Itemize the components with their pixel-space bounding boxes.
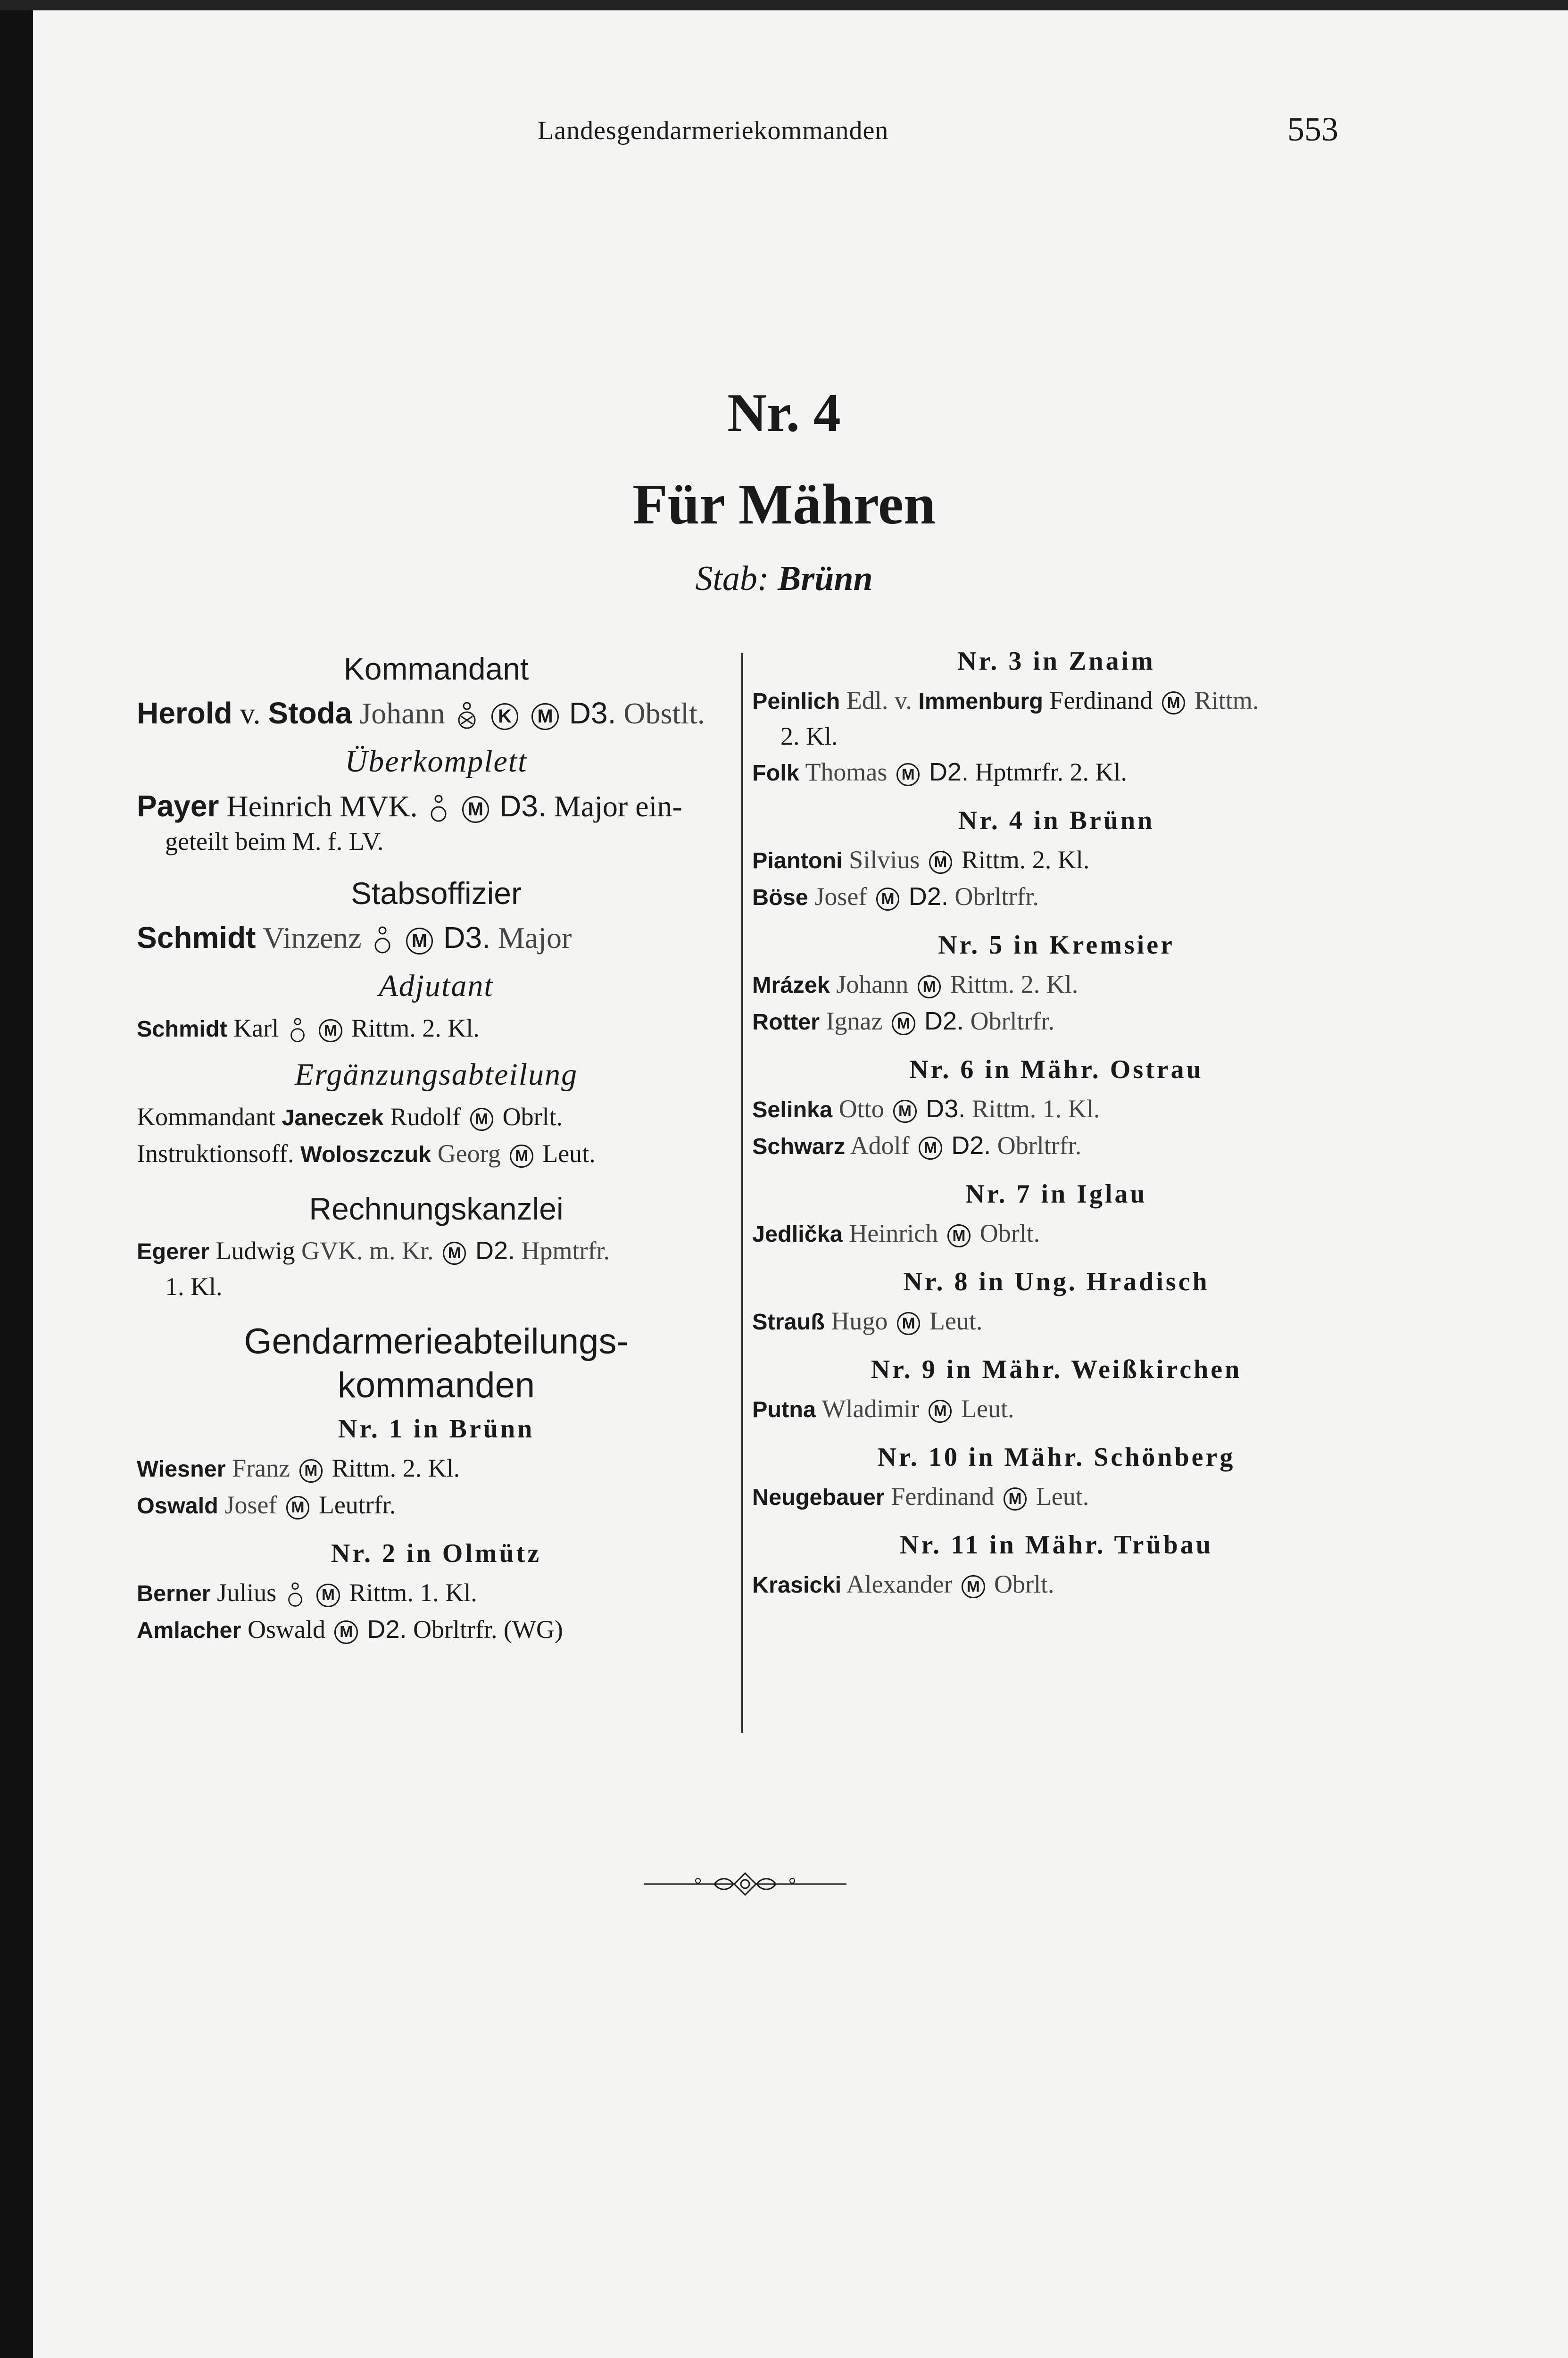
section-heading-rechnung: Rechnungskanzlei <box>309 1191 564 1226</box>
m-medal-icon: M <box>334 1620 358 1644</box>
district-heading-nr9: Nr. 9 in Mähr. Weißkirchen <box>871 1355 1242 1384</box>
m-medal-icon: M <box>319 1019 342 1043</box>
district-heading-nr5: Nr. 5 in Kremsier <box>938 930 1175 960</box>
entry-nr3-1: Peinlich Edl. v. Immenburg Ferdinand M Rittm. 2. Kl. <box>752 686 1259 750</box>
entry-ueberkomplett: Payer Heinrich MVK. M D3. Major ein- geteilt beim M. f. LV. <box>137 789 682 855</box>
entry-nr2-2: Amlacher Oswald M D2. Obrltrfr. (WG) <box>137 1615 563 1644</box>
m-medal-icon: M <box>918 975 941 999</box>
m-medal-icon: M <box>316 1584 340 1607</box>
entry-nr9: Putna Wladimir M Leut. <box>752 1395 1014 1423</box>
k-medal-icon: K <box>491 703 519 731</box>
section-heading-ueberkomplett: Überkomplett <box>345 744 528 779</box>
section-heading-ergaenzung: Ergänzungsabteilung <box>294 1057 578 1092</box>
m-medal-icon: M <box>443 1242 466 1265</box>
district-heading-nr2: Nr. 2 in Olmütz <box>331 1539 542 1569</box>
left-column <box>137 646 736 1649</box>
entry-nr8: Strauß Hugo M Leut. <box>752 1307 983 1335</box>
m-medal-icon: M <box>892 1012 915 1036</box>
entry-nr1-2: Oswald Josef M Leutrfr. <box>137 1491 396 1519</box>
m-medal-icon: M <box>947 1224 971 1248</box>
section-heading-kommandant: Kommandant <box>343 651 529 686</box>
stab-city: Brünn <box>778 559 873 598</box>
entry-nr5-1: Mrázek Johann M Rittm. 2. Kl. <box>752 970 1079 998</box>
cross-medal-icon <box>287 1582 304 1609</box>
entry-kommandant: Herold v. Stoda Johann K M D3. Obstlt. <box>137 693 736 733</box>
m-medal-icon: M <box>531 703 559 731</box>
district-heading-nr10: Nr. 10 in Mähr. Schönberg <box>877 1443 1236 1472</box>
section-heading-adjutant: Adjutant <box>379 969 494 1003</box>
page-number: 553 <box>1287 110 1338 148</box>
right-column <box>752 646 1361 1603</box>
district-heading-nr6: Nr. 6 in Mähr. Ostrau <box>909 1055 1203 1084</box>
entry-nr10: Neugebauer Ferdinand M Leut. <box>752 1482 1089 1511</box>
ornament-divider-icon <box>644 1868 846 1901</box>
m-medal-icon: M <box>470 1108 494 1131</box>
entry-ergaenzung-2: Instruktionsoff. Woloszczuk Georg M Leut. <box>137 1139 596 1168</box>
district-heading-nr1: Nr. 1 in Brünn <box>338 1414 535 1444</box>
m-medal-icon: M <box>286 1496 310 1519</box>
cross-medal-icon <box>373 926 392 956</box>
cross-medal-icon <box>289 1017 306 1045</box>
m-medal-icon: M <box>510 1145 533 1168</box>
m-medal-icon: M <box>929 851 953 874</box>
m-medal-icon: M <box>462 796 489 823</box>
entry-adjutant: Schmidt Karl M Rittm. 2. Kl. <box>137 1011 736 1046</box>
m-medal-icon: M <box>896 763 920 787</box>
m-medal-icon: M <box>1162 691 1186 715</box>
m-medal-icon: M <box>299 1459 323 1483</box>
column-divider <box>741 653 743 1733</box>
running-title: Landesgendarmeriekommanden <box>538 116 889 145</box>
running-head <box>0 110 1568 153</box>
m-medal-icon: M <box>929 1400 952 1423</box>
m-medal-icon: M <box>962 1575 985 1599</box>
entry-nr5-2: Rotter Ignaz M D2. Obrltrfr. <box>752 1007 1055 1035</box>
entry-nr2-1: Berner Julius M Rittm. 1. Kl. <box>137 1575 736 1611</box>
command-title: Für Mähren <box>632 473 936 536</box>
district-heading-nr8: Nr. 8 in Ung. Hradisch <box>903 1267 1210 1296</box>
m-medal-icon: M <box>919 1137 942 1160</box>
district-heading-nr7: Nr. 7 in Iglau <box>965 1179 1147 1209</box>
district-heading-nr3: Nr. 3 in Znaim <box>957 647 1155 676</box>
page-binding-edge <box>0 0 33 2358</box>
entry-rechnung: Egerer Ludwig GVK. m. Kr. M D2. Hpmtrfr. 1. Kl. <box>137 1237 610 1301</box>
stab-line <box>0 559 1568 599</box>
entry-nr1-1: Wiesner Franz M Rittm. 2. Kl. <box>137 1454 460 1483</box>
section-heading-stabsoffizier: Stabsoffizier <box>351 876 522 911</box>
command-number: Nr. 4 <box>727 383 841 443</box>
m-medal-icon: M <box>406 928 433 955</box>
m-medal-icon: M <box>1004 1487 1027 1511</box>
entry-nr6-1: Selinka Otto M D3. Rittm. 1. Kl. <box>752 1095 1100 1123</box>
m-medal-icon: M <box>893 1100 917 1123</box>
entry-ergaenzung-1: Kommandant Janeczek Rudolf M Obrlt. <box>137 1103 563 1131</box>
entry-nr11: Krasicki Alexander M Obrlt. <box>752 1570 1054 1598</box>
district-heading-nr4: Nr. 4 in Brünn <box>958 806 1155 835</box>
entry-nr4-2: Böse Josef M D2. Obrltrfr. <box>752 882 1039 911</box>
entry-nr6-2: Schwarz Adolf M D2. Obrltrfr. <box>752 1131 1082 1160</box>
page-top-edge <box>0 0 1568 10</box>
m-medal-icon: M <box>876 888 900 911</box>
district-heading-nr11: Nr. 11 in Mähr. Trübau <box>900 1530 1213 1560</box>
order-star-icon <box>456 701 477 731</box>
cross-medal-icon <box>429 794 448 824</box>
entry-nr7: Jedlička Heinrich M Obrlt. <box>752 1219 1040 1247</box>
entry-stabsoffizier: Schmidt Vinzenz M D3. Major <box>137 918 736 958</box>
entry-nr3-2: Folk Thomas M D2. Hptmrfr. 2. Kl. <box>752 758 1127 786</box>
m-medal-icon: M <box>897 1312 921 1336</box>
entry-nr4-1: Piantoni Silvius M Rittm. 2. Kl. <box>752 846 1090 874</box>
section-heading-abteilungen: Gendarmerieabteilungs- kommanden <box>244 1321 629 1405</box>
stab-label: Stab: <box>695 559 769 598</box>
